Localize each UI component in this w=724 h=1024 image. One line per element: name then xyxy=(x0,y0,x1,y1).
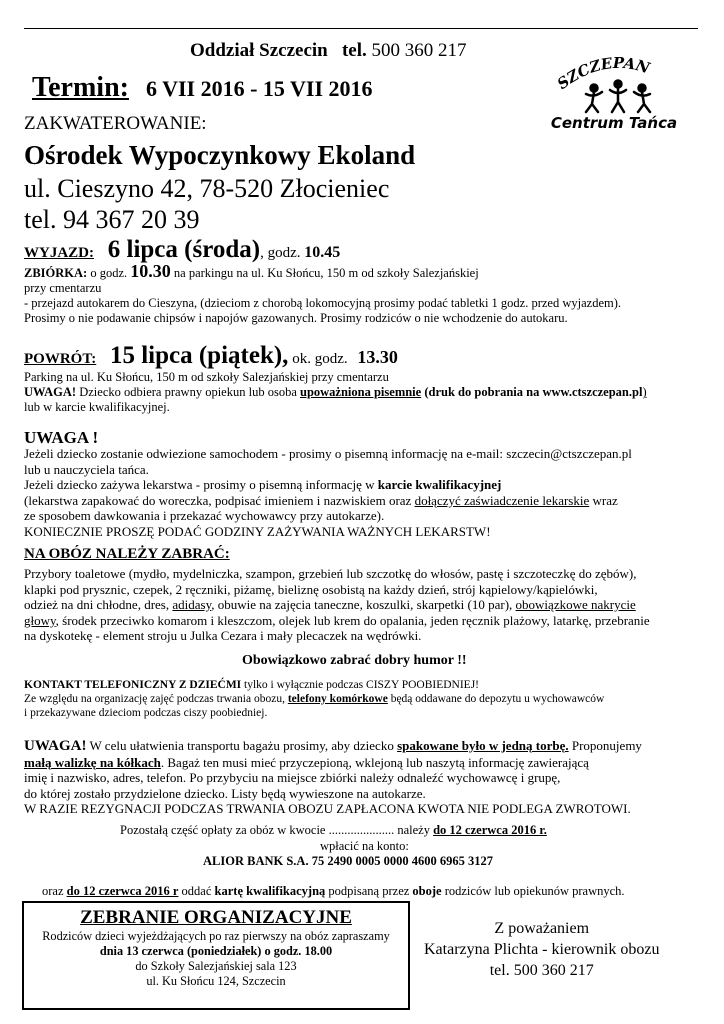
return-line-2d: ) xyxy=(642,385,647,399)
return-date: 15 lipca (piątek), xyxy=(109,342,289,369)
meeting-line-2: dnia 13 czerwca (poniedziałek) o godz. 18.00 xyxy=(99,944,333,958)
phones-line-2c: będą oddawane do depozytu u wychowawców xyxy=(387,693,605,705)
departure-row xyxy=(24,236,340,264)
payment-line-1 xyxy=(120,823,547,838)
packing-line-2: klapki pod prysznic, czepek, 2 ręczniki, piżamę, bieliznę osobistą na każdy dzień, strój kąpielowy/kąpielówki, xyxy=(24,581,598,597)
departure-time: 10.45 xyxy=(304,244,341,261)
payment-line-4f: oboje xyxy=(412,884,442,898)
payment-line-1a: Pozostałą część opłaty za obóz w kwocie ..................... należy xyxy=(120,823,434,837)
payment-line-4a: oraz xyxy=(42,884,67,898)
return-uwaga-lead: UWAGA! xyxy=(24,385,77,399)
packing-line-3c: , obuwie na zajęcia taneczne, koszulki, skarpetki (10 par), xyxy=(211,597,516,613)
termin-row xyxy=(32,72,373,104)
phone-contact-info xyxy=(24,678,604,720)
luggage-line-1c: Proponujemy xyxy=(568,738,642,753)
venue-address: ul. Cieszyno 42, 78-520 Złocieniec xyxy=(24,174,390,203)
zbiorka-place: na parkingu na ul. Ku Słońcu, 150 m od szkoły Salezjańskiej xyxy=(173,266,479,280)
return-label: POWRÓT: xyxy=(24,351,97,367)
tel-label: tel. xyxy=(341,40,367,61)
meeting-line-3b: Szkoły Salezjańskiej sala 123 xyxy=(150,959,297,973)
signature-line-1: Z poważaniem xyxy=(494,920,590,937)
luggage-line-2b: . Bagaż ten musi mieć przyczepioną, wklejoną lub naszytą informację zawierającą xyxy=(160,754,589,770)
phones-lead: KONTAKT TELEFONICZNY Z DZIEĆMI xyxy=(24,679,242,691)
return-info xyxy=(24,370,647,415)
packing-line-3d: obowiązkowe nakrycie xyxy=(515,597,636,613)
payment-line-4 xyxy=(42,884,625,899)
signature-block xyxy=(424,918,659,981)
branch-name: Oddział Szczecin xyxy=(190,40,328,61)
luggage-line-1b: spakowane było w jedną torbę. xyxy=(397,738,569,753)
uwaga-line-2: lub u nauczyciela tańca. xyxy=(24,461,149,477)
uwaga-line-6: KONIECZNIE PROSZĘ PODAĆ GODZINY ZAŻYWANIA WAŻNYCH LEKARSTW! xyxy=(24,523,491,539)
return-row xyxy=(24,342,398,370)
luggage-line-4: do której zostało przydzielone dziecko. Listy będą wywieszone na autokarze. xyxy=(24,785,426,801)
departure-time-prefix: , godz. xyxy=(260,245,301,261)
packing-list xyxy=(24,566,650,644)
meeting-line-3a: do xyxy=(135,959,151,973)
meeting-line-4: ul. Ku Słońcu 124, Szczecin xyxy=(146,974,286,988)
return-time-prefix: ok. godz. xyxy=(292,351,348,367)
return-line-3: lub w karcie kwalifikacyjnej. xyxy=(24,400,170,414)
phones-line-3: i przekazywane dzieciom podczas ciszy poobiedniej. xyxy=(24,707,268,719)
venue-phone: tel. 94 367 20 39 xyxy=(24,205,200,234)
packing-line-3a: odzież na dni chłodne, dres, xyxy=(24,597,173,613)
dancers-icon xyxy=(586,81,650,113)
venue-name: Ośrodek Wypoczynkowy Ekoland xyxy=(24,140,416,170)
luggage-line-3: imię i nazwisko, adres, telefon. Po przybyciu na miejsce zbiórki należy odnaleźć wychowawcę i grupę, xyxy=(24,770,561,786)
departure-date: 6 lipca (środa) xyxy=(107,236,261,263)
luggage-info xyxy=(24,738,642,817)
packing-heading: NA OBÓZ NALEŻY ZABRAĆ: xyxy=(24,546,230,562)
bank-account: ALIOR BANK S.A. 75 2490 0005 0000 4600 6965 3127 xyxy=(203,854,493,868)
payment-line-4c: oddać xyxy=(178,884,215,898)
humor-line: Obowiązkowo zabrać dobry humor !! xyxy=(242,653,467,668)
top-rule xyxy=(24,28,698,29)
meeting-line-3 xyxy=(24,959,408,974)
accommodation-label: ZAKWATEROWANIE: xyxy=(24,113,207,134)
payment-line-4g: rodziców lub opiekunów prawnych. xyxy=(441,884,625,898)
uwaga-section xyxy=(24,446,632,540)
uwaga-line-3b: karcie kwalifikacyjnej xyxy=(377,477,502,493)
departure-line-4: Prosimy o nie podawanie chipsów i napojów gazowanych. Prosimy rodziców o nie wchodzenie do autokaru. xyxy=(24,311,568,325)
payment-deadline: do 12 czerwca 2016 r. xyxy=(433,823,547,837)
termin-label: Termin: xyxy=(32,72,129,103)
logo-word: Centrum Tańca xyxy=(550,114,678,132)
phones-line-2a: Ze względu na organizację zajęć podczas trwania obozu, xyxy=(24,693,288,705)
signature-line-2: Katarzyna Plichta - kierownik obozu xyxy=(424,941,660,958)
branch-header xyxy=(190,40,467,62)
packing-line-5: na dyskotekę - element stroju u Julka Cezara i mały plecaczek na wędrówki. xyxy=(24,628,422,644)
packing-line-1: Przybory toaletowe (mydło, mydelniczka, szampon, grzebień lub szczotkę do włosów, pastę i szczoteczkę do zębów), xyxy=(24,566,637,581)
uwaga-line-4c: wraz xyxy=(589,492,618,508)
return-time: 13.30 xyxy=(357,347,398,367)
packing-line-3b: adidasy xyxy=(172,597,212,613)
departure-line-2: przy cmentarzu xyxy=(24,281,102,295)
luggage-line-2a: małą walizkę na kółkach xyxy=(24,754,161,770)
uwaga-heading: UWAGA ! xyxy=(24,428,99,447)
return-line-2c: (druk do pobrania na www.ctszczepan.pl xyxy=(421,385,643,399)
departure-line-3: - przejazd autokarem do Cieszyna, (dzieciom z chorobą lokomocyjną prosimy podać tabletki 1 godz. przed wyjazdem). xyxy=(24,296,622,310)
payment-line-4d: kartę kwalifikacyjną xyxy=(214,884,326,898)
uwaga-line-4b: dołączyć zaświadczenie lekarskie xyxy=(414,492,590,508)
payment-line-2: wpłacić na konto: xyxy=(320,839,409,853)
uwaga-line-5: ze sposobem dawkowania i przekazać wychowawcy przy autokarze). xyxy=(24,508,385,524)
assembly-info xyxy=(24,261,622,326)
phones-line-2b: telefony komórkowe xyxy=(287,693,388,705)
centrum-tanca-logo xyxy=(548,50,688,134)
return-line-1: Parking na ul. Ku Słońcu, 150 m od szkoły Salezjańskiej przy cmentarzu xyxy=(24,370,389,384)
packing-line-4b: , środek przeciwko komarom i kleszczom, olejek lub krem do opalania, jeden ręcznik plażowy, latarkę, przebranie xyxy=(55,612,650,628)
meeting-line-1: Rodziców dzieci wyjeżdżających po raz pierwszy na obóz zapraszamy xyxy=(42,929,390,943)
uwaga-line-1: Jeżeli dziecko zostanie odwiezione samochodem - prosimy o pisemną informację na e-mail: szczecin@ctszczepan.pl xyxy=(24,446,632,461)
uwaga-line-4a: (lekarstwa zapakować do woreczka, podpisać imieniem i nazwiskiem oraz xyxy=(24,492,415,508)
payment-line-4b: do 12 czerwca 2016 r xyxy=(66,884,179,898)
phones-line-1: tylko i wyłącznie podczas CISZY POOBIEDNIEJ! xyxy=(241,679,480,691)
luggage-uwaga-lead: UWAGA! xyxy=(24,738,87,754)
return-line-2b: upoważniona pisemnie xyxy=(300,385,422,399)
luggage-line-5: W RAZIE REZYGNACJI PODCZAS TRWANIA OBOZU ZAPŁACONA KWOTA NIE PODLEGA ZWROTOWI. xyxy=(24,801,631,817)
signature-line-3: tel. 500 360 217 xyxy=(489,962,594,979)
return-line-2a: Dziecko odbiera prawny opiekun lub osoba xyxy=(76,385,300,399)
payment-line-4e: podpisaną przez xyxy=(325,884,413,898)
uwaga-line-3a: Jeżeli dziecko zażywa lekarstwa - prosimy o pisemną informację w xyxy=(24,477,378,493)
luggage-line-1a: W celu ułatwienia transportu bagażu prosimy, aby dziecko xyxy=(86,738,398,753)
zbiorka-label: ZBIÓRKA: xyxy=(24,266,88,280)
meeting-title: ZEBRANIE ORGANIZACYJNE xyxy=(80,907,352,928)
packing-line-4a: głowy xyxy=(24,612,56,628)
zbiorka-prefix: o godz. xyxy=(90,266,128,280)
logo-arc-text: SZCZEPAN xyxy=(553,53,652,94)
zbiorka-time: 10.30 xyxy=(130,261,171,281)
tel-number: 500 360 217 xyxy=(371,40,467,61)
meeting-box xyxy=(22,901,410,1010)
departure-label: WYJAZD: xyxy=(24,245,94,261)
termin-dates: 6 VII 2016 - 15 VII 2016 xyxy=(145,76,373,101)
